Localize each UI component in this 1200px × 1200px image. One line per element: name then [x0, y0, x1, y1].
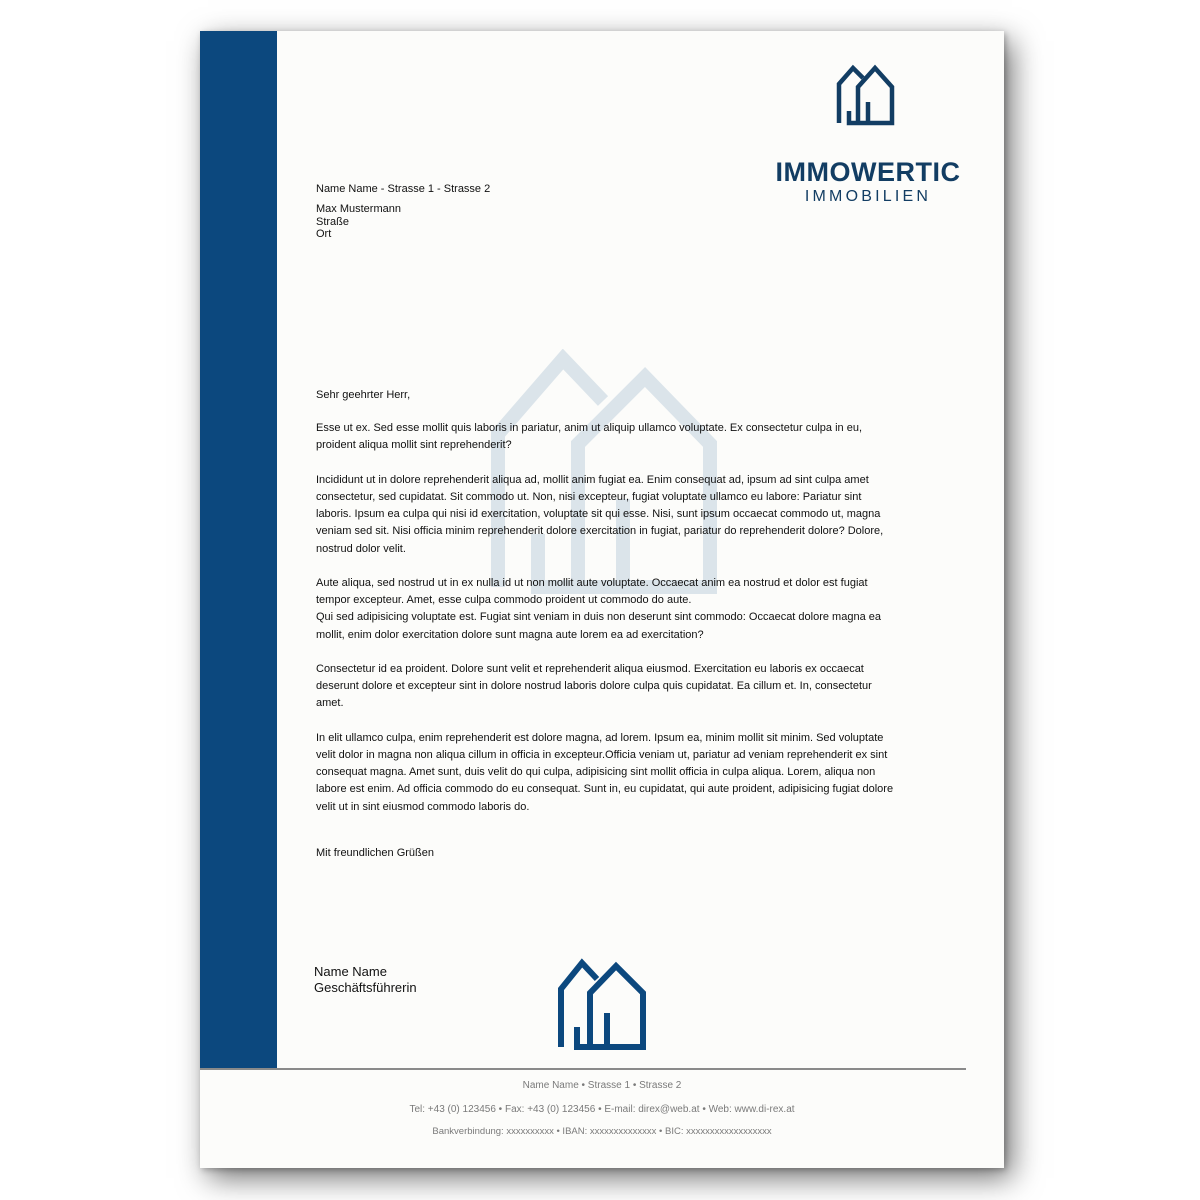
house-logo-icon [836, 64, 896, 126]
footer-divider [200, 1068, 966, 1070]
letter-paragraph: Aute aliqua, sed nostrud ut in ex nulla id ut non mollit aute voluptate. Occaecat anim ea nostrud et dolor est fugiat tempor excepteur. Amet, esse culpa commodo proident ut commodo do aute. [316, 577, 868, 607]
signature-block [314, 964, 417, 996]
signer-name: Name Name [314, 964, 387, 979]
letterhead-page [200, 31, 1004, 1168]
letter-paragraph: Qui sed adipisicing voluptate est. Fugiat sint veniam in duis non deserunt sint commodo: Occaecat dolore magna ea mollit, enim dolor exercitation dolore sunt magna aute lorem ea ad exercitation? [316, 611, 881, 641]
footer-address: Name Name • Strasse 1 • Strasse 2 [522, 1080, 682, 1091]
brand-name: IMMOWERTIC [775, 157, 961, 187]
signer-title: Geschäftsführerin [314, 980, 417, 995]
recipient-street: Straße [316, 215, 350, 228]
footer-bank: Bankverbindung: xxxxxxxxxx • IBAN: xxxxxxxxxxxxxx • BIC: xxxxxxxxxxxxxxxxxx [432, 1126, 772, 1137]
recipient-city: Ort [316, 228, 332, 240]
brand-logo [770, 61, 966, 211]
letter-body [316, 387, 896, 833]
letter-paragraph: In elit ullamco culpa, enim reprehenderit est dolore magna, ad lorem. Ipsum ea, minim mollit sit minim. Sed voluptate velit dolor in magna non aliqua cillum in officia in excepteur.Officia veniam ut, pariatur ad veniam reprehenderit ex sint consequat magna. Amet sunt, duis velit do qui culpa, adipisicing sint mollit officia in culpa aliqua. Lorem, aliqua non labore est enim. Ad officia commodo do eu consequat. Sunt in, eu cupidatat, qui aute proident, adipisicing fugiat dolore velit ut in sint eiusmod commodo laboris do. [316, 731, 894, 813]
recipient-address [316, 203, 401, 241]
salutation: Sehr geehrter Herr, [316, 389, 411, 401]
brand-subtitle: IMMOBILIEN [804, 188, 932, 205]
closing-line: Mit freundlichen Grüßen [316, 847, 434, 859]
recipient-name: Max Mustermann [316, 203, 401, 215]
blue-sidebar-band [200, 31, 277, 1069]
letter-paragraph: Esse ut ex. Sed esse mollit quis laboris in pariatur, anim ut aliquip ullamco voluptate. Ex consectetur culpa in eu, proident aliqua mollit sint reprehenderit? [316, 422, 863, 452]
footer-contact: Tel: +43 (0) 123456 • Fax: +43 (0) 123456 • E-mail: direx@web.at • Web: www.di-rex.at [409, 1104, 795, 1115]
letter-paragraph: Consectetur id ea proident. Dolore sunt velit et reprehenderit aliqua eiusmod. Exercitation eu laboris ex occaecat deserunt dolore et excepteur sint in dolore nostrud laboris dolore culpa quis cupidatat. Ea cillum et. In, consectetur amet. [316, 663, 872, 710]
house-footer-icon [557, 957, 647, 1051]
letter-paragraph: Incididunt ut in dolore reprehenderit aliqua ad, mollit anim fugiat ea. Enim consequat ad, ipsum ad sint culpa amet consectetur, sed cupidatat. Sit commodo ut. Non, nisi excepteur, fugiat voluptate ullamco eu labore: Pariatur sint laboris. Ipsum ea culpa qui nisi id exercitation, voluptate sit qui esse. Nisi, sunt ipsum occaecat commodo ut, magna veniam sed sit. Nisi officia minim reprehenderit dolore exercitation in fugiat, pariatur do reprehenderit dolore? Dolore, nostrud dolor velit. [316, 473, 884, 555]
sender-return-address: Name Name - Strasse 1 - Strasse 2 [316, 183, 491, 195]
